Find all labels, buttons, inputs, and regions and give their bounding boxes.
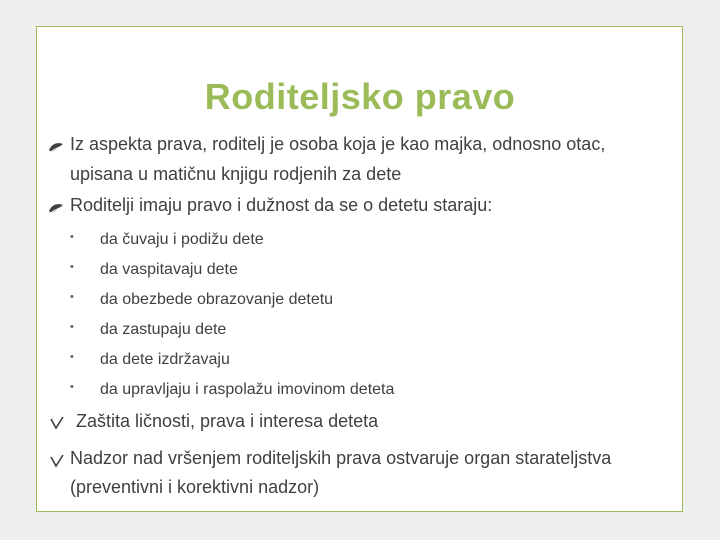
leaf-bullet-icon xyxy=(48,202,64,216)
sub-bullet-text: da upravljaju i raspolažu imovinom deteta xyxy=(100,381,395,398)
sub-bullet-text: da obezbede obrazovanje detetu xyxy=(100,291,334,308)
dot-bullet-icon: • xyxy=(70,381,74,393)
bullet-1-line-2: upisana u matičnu knjigu rodjenih za dete xyxy=(70,164,402,184)
bullet-2-line-1: Roditelji imaju pravo i dužnost da se o detetu staraju: xyxy=(70,195,493,215)
checkmark-bullet-icon xyxy=(50,454,64,468)
sub-bullet-text: da zastupaju dete xyxy=(100,321,227,338)
dot-bullet-icon: • xyxy=(70,351,74,363)
checkmark-bullet-icon xyxy=(50,416,64,430)
check-bullet-1-line-1: Zaštita ličnosti, prava i interesa deteta xyxy=(76,411,379,431)
sub-bullet-text: da čuvaju i podižu dete xyxy=(100,231,264,248)
dot-bullet-icon: • xyxy=(70,231,74,243)
sub-bullet-text: da dete izdržavaju xyxy=(100,351,230,368)
check-bullet-2-line-2: (preventivni i korektivni nadzor) xyxy=(70,477,320,497)
bullet-1-line-1: Iz aspekta prava, roditelj je osoba koja je kao majka, odnosno otac, xyxy=(70,134,606,154)
sub-bullet-text: da vaspitavaju dete xyxy=(100,261,238,278)
dot-bullet-icon: • xyxy=(70,321,74,333)
slide-title: Roditeljsko pravo xyxy=(204,76,516,117)
leaf-bullet-icon xyxy=(48,141,64,155)
dot-bullet-icon: • xyxy=(70,291,74,303)
check-bullet-2-line-1: Nadzor nad vršenjem roditeljskih prava ostvaruje organ starateljstva xyxy=(70,448,612,468)
dot-bullet-icon: • xyxy=(70,261,74,273)
